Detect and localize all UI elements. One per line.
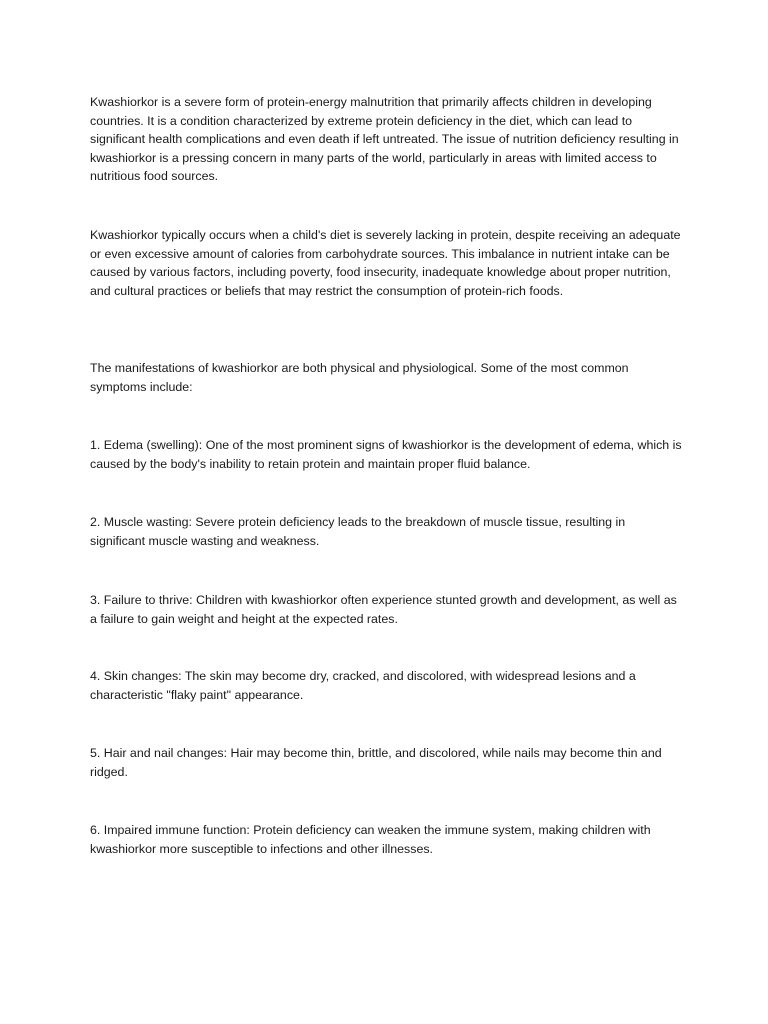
symptom-item-hair-nail-changes: 5. Hair and nail changes: Hair may become thin, brittle, and discolored, while nails may become thin and ridged. <box>90 746 662 779</box>
symptom-item-failure-to-thrive: 3. Failure to thrive: Children with kwashiorkor often experience stunted growth and development, as well as a failure to gain weight and height at the expected rates. <box>90 593 677 626</box>
symptom-item-immune-function: 6. Impaired immune function: Protein deficiency can weaken the immune system, making children with kwashiorkor more susceptible to infections and other illnesses. <box>90 823 651 856</box>
causes-paragraph: Kwashiorkor typically occurs when a child's diet is severely lacking in protein, despite receiving an adequate or even excessive amount of calories from carbohydrate sources. This imbalance in nutrient intake can be caused by various factors, including poverty, food insecurity, inadequate knowledge about proper nutrition, and cultural practices or beliefs that may restrict the consumption of protein-rich foods. <box>90 228 681 298</box>
symptom-item-skin-changes: 4. Skin changes: The skin may become dry, cracked, and discolored, with widespread lesions and a characteristic "flaky paint" appearance. <box>90 669 636 702</box>
symptom-item-edema: 1. Edema (swelling): One of the most prominent signs of kwashiorkor is the development of edema, which is caused by the body's inability to retain protein and maintain proper fluid balance. <box>90 438 682 471</box>
symptom-item-muscle-wasting: 2. Muscle wasting: Severe protein deficiency leads to the breakdown of muscle tissue, resulting in significant muscle wasting and weakness. <box>90 515 626 548</box>
symptoms-intro-paragraph: The manifestations of kwashiorkor are both physical and physiological. Some of the most common symptoms include: <box>90 361 629 394</box>
intro-paragraph: Kwashiorkor is a severe form of protein-energy malnutrition that primarily affects children in developing countries. It is a condition characterized by extreme protein deficiency in the diet, which can lead to significant health complications and even death if left untreated. The issue of nutrition deficiency resulting in kwashiorkor is a pressing concern in many parts of the world, particularly in areas with limited access to nutritious food sources. <box>90 95 679 184</box>
